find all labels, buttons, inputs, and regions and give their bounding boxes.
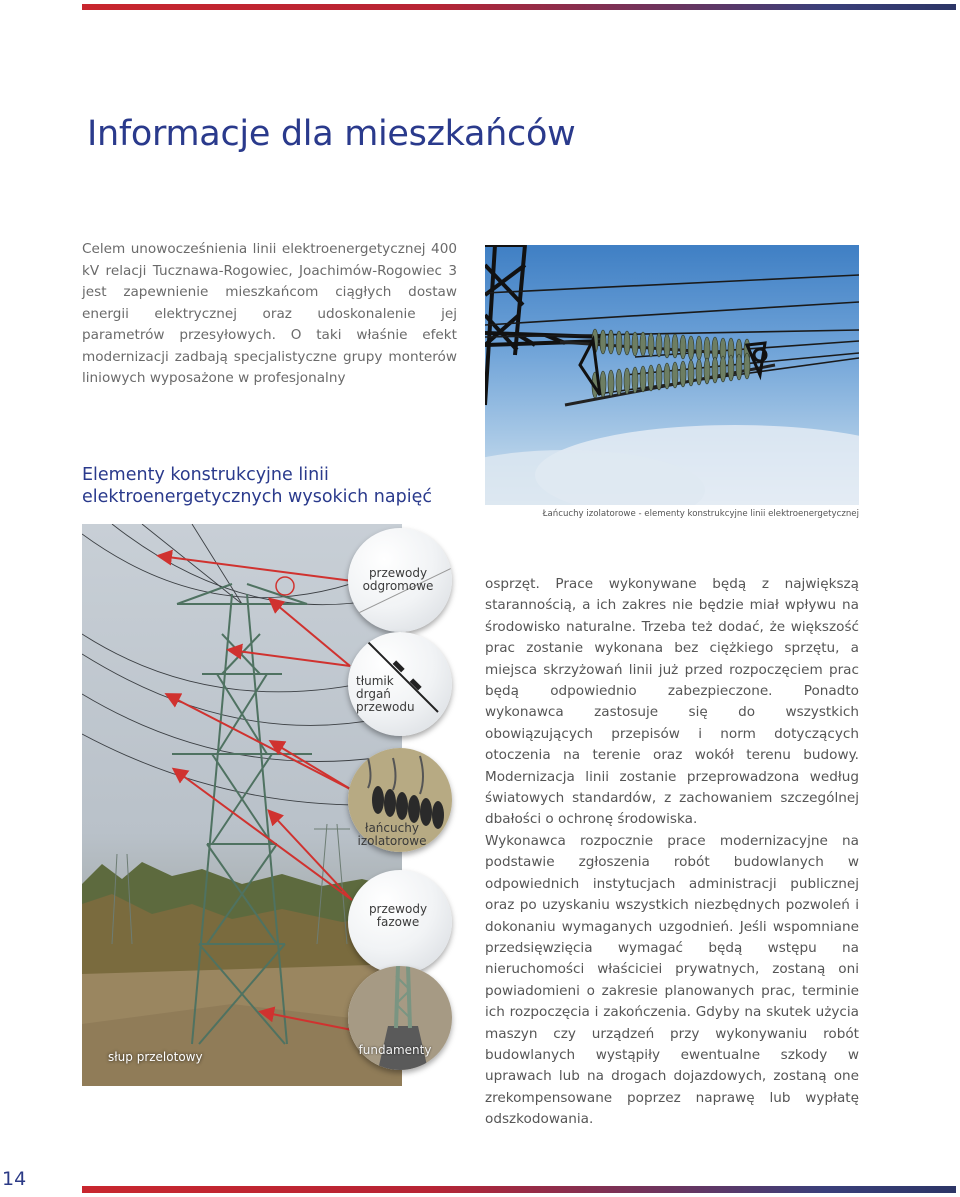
insulator-chain-photo: [485, 245, 859, 505]
callout-insulators-label: łańcuchy izolatorowe: [357, 821, 427, 848]
section-heading: Elementy konstrukcyjne linii elektroenergetycznych wysokich napięć: [82, 465, 432, 507]
callout-phase-wires-label: przewody fazowe: [368, 902, 428, 929]
callout-damper-label: tłumik drgań przewodu: [356, 674, 415, 714]
bottom-decorative-bar: [82, 1186, 956, 1193]
body-text: [485, 574, 859, 1131]
ground-wire-highlight: [276, 577, 294, 595]
intro-paragraph: Celem unowocześnienia linii elektroenergetycznej 400 kV relacji Tucznawa-Rogowiec, Joachimów-Rogowiec 3 jest zapewnienie mieszkańcom ciągłych dostaw energii elektrycznej oraz udoskonalenie jej parametrów przesyłowych. O taki właśnie efekt modernizacji zadbają specjalistyczne grupy monterów liniowych wyposażone w profesjonalny: [82, 241, 457, 386]
photo-caption: Łańcuchy izolatorowe - elementy konstrukcyjne linii elektroenergetycznej: [542, 509, 859, 519]
pylon-label: słup przelotowy: [108, 1050, 203, 1064]
top-decorative-bar: [82, 4, 956, 10]
page-title: Informacje dla mieszkańców: [87, 114, 576, 154]
body-paragraph-1: osprzęt. Prace wykonywane będą z największą starannością, a ich zakres nie będzie miał wpływu na środowisko naturalne. Trzeba też dodać, że większość prac zostanie wykonana bez ciężkiego sprzętu, a miejsca skrzyżowań linii już przed rozpoczęciem prac będą odpowiednio zabezpieczone. Ponadto wykonawca zastosuje się do wszystkich obowiązujących przepisów i norm dotyczących otoczenia na terenie oraz wokół terenu budowy. Modernizacja linii zostanie przeprowadzona według światowych standardów, z zachowaniem szczególnej dbałości o ochronę środowiska.: [485, 576, 859, 828]
insulator-chain-illustration: [485, 245, 859, 505]
callout-ground-wires-label: przewody odgromowe: [362, 566, 434, 593]
body-paragraph-2: Wykonawca rozpocznie prace modernizacyjne na podstawie zgłoszenia robót budowlanych w odpowiednich instytucjach administracji publicznej oraz po uzyskaniu wszystkich niezbędnych pozwoleń i dokonaniu wymaganych uzgodnień. Jeśli wspomniane przedsięwzięcia wymagać będą wstępu na nieruchomości właściciei prywatnych, zostaną oni powiadomieni o zakresie planowanych prac, terminie ich rozpoczęcia i zakończenia. Gdyby na skutek użycia maszyn czy urządzeń przy wykonywaniu robót budowlanych wystąpiły ewentualne szkody w uprawach lub na drogach dojazdowych, zostaną one zrekompensowane poprzez naprawę lub wypłatę odszkodowania.: [485, 832, 859, 1128]
callout-foundations-label: fundamenty: [358, 1043, 432, 1057]
page-number: 14: [2, 1168, 27, 1190]
